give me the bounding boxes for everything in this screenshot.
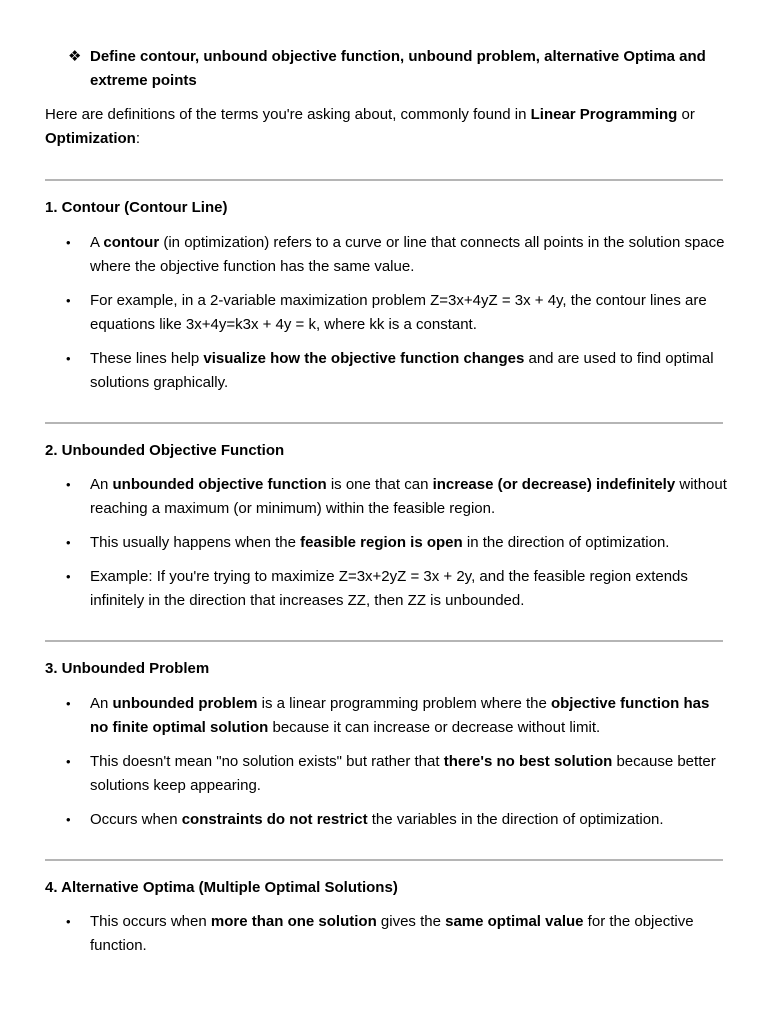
item-bold: constraints do not restrict bbox=[181, 811, 368, 828]
intro-text: : bbox=[135, 130, 140, 147]
intro-paragraph bbox=[45, 103, 735, 151]
intro-bold-opt: Optimization bbox=[45, 130, 136, 147]
item-text: This doesn't mean "no solution exists" but rather that bbox=[90, 753, 444, 770]
item-text: and are used to find optimal solutions graphically. bbox=[90, 350, 714, 391]
list-item bbox=[0, 808, 730, 832]
bullet-list bbox=[0, 910, 768, 968]
item-text: This usually happens when the bbox=[90, 534, 301, 551]
item-bold: same optimal value bbox=[445, 913, 584, 930]
item-text: An bbox=[90, 476, 113, 493]
item-text: because it can increase or decrease without limit. bbox=[268, 719, 601, 736]
intro-text: or bbox=[677, 106, 695, 123]
intro-text: Here are definitions of the terms you're asking about, commonly found in bbox=[45, 106, 531, 123]
list-item bbox=[0, 347, 730, 395]
diamond-bullet-icon: ❖ bbox=[68, 48, 82, 65]
item-bold: unbounded problem bbox=[112, 695, 258, 712]
section-heading: 4. Alternative Optima (Multiple Optimal Solutions) bbox=[45, 879, 398, 896]
item-text: is a linear programming problem where the bbox=[257, 695, 551, 712]
item-text: A bbox=[90, 234, 104, 251]
bullet-list bbox=[0, 692, 768, 842]
bullet-list bbox=[0, 231, 768, 405]
list-item bbox=[0, 231, 730, 279]
list-item bbox=[0, 692, 730, 740]
intro-bold-lp: Linear Programming bbox=[530, 106, 678, 123]
item-bold: unbounded objective function bbox=[112, 476, 327, 493]
section-divider bbox=[45, 179, 723, 181]
item-text: for the objective function. bbox=[90, 913, 694, 954]
item-text: Occurs when bbox=[90, 811, 182, 828]
section-divider bbox=[45, 422, 723, 424]
item-text: For example, in a 2-variable maximization problem Z=3x+4yZ = 3x + 4y, the contour lines are equations like 3x+4y=k3x + 4y = k, where kk is a constant. bbox=[90, 292, 707, 333]
item-text: Example: If you're trying to maximize Z=3x+2yZ = 3x + 2y, and the feasible region extends infinitely in the direction that increases ZZ, then ZZ is unbounded. bbox=[90, 568, 688, 609]
item-bold: feasible region is open bbox=[300, 534, 463, 551]
item-text: in the direction of optimization. bbox=[462, 534, 670, 551]
item-text: gives the bbox=[376, 913, 446, 930]
list-item bbox=[0, 565, 730, 613]
item-text: is one that can bbox=[326, 476, 433, 493]
section-divider bbox=[45, 859, 723, 861]
item-text: without reaching a maximum (or minimum) within the feasible region. bbox=[90, 476, 727, 517]
item-text: the variables in the direction of optimization. bbox=[367, 811, 664, 828]
item-text: because better solutions keep appearing. bbox=[90, 753, 716, 794]
item-bold: increase (or decrease) indefinitely bbox=[432, 476, 676, 493]
item-bold: objective function has no finite optimal solution bbox=[90, 695, 710, 736]
question-text: Define contour, unbound objective function, unbound problem, alternative Optima and extreme points bbox=[90, 48, 706, 89]
section-heading: 2. Unbounded Objective Function bbox=[45, 442, 285, 459]
item-bold: visualize how the objective function changes bbox=[203, 350, 525, 367]
item-bold: contour bbox=[103, 234, 160, 251]
item-text: An bbox=[90, 695, 113, 712]
list-item bbox=[0, 910, 730, 958]
section-heading: 3. Unbounded Problem bbox=[45, 660, 210, 677]
list-item bbox=[0, 473, 730, 521]
question-line bbox=[68, 45, 728, 93]
item-bold: there's no best solution bbox=[443, 753, 613, 770]
item-text: This occurs when bbox=[90, 913, 211, 930]
bullet-list bbox=[0, 473, 768, 623]
item-bold: more than one solution bbox=[210, 913, 377, 930]
list-item bbox=[0, 289, 730, 337]
item-text: (in optimization) refers to a curve or line that connects all points in the solution space where the objective function has the same value. bbox=[90, 234, 725, 275]
list-item bbox=[0, 531, 730, 555]
item-text: These lines help bbox=[90, 350, 204, 367]
section-divider bbox=[45, 640, 723, 642]
list-item bbox=[0, 750, 730, 798]
section-heading: 1. Contour (Contour Line) bbox=[45, 199, 228, 216]
